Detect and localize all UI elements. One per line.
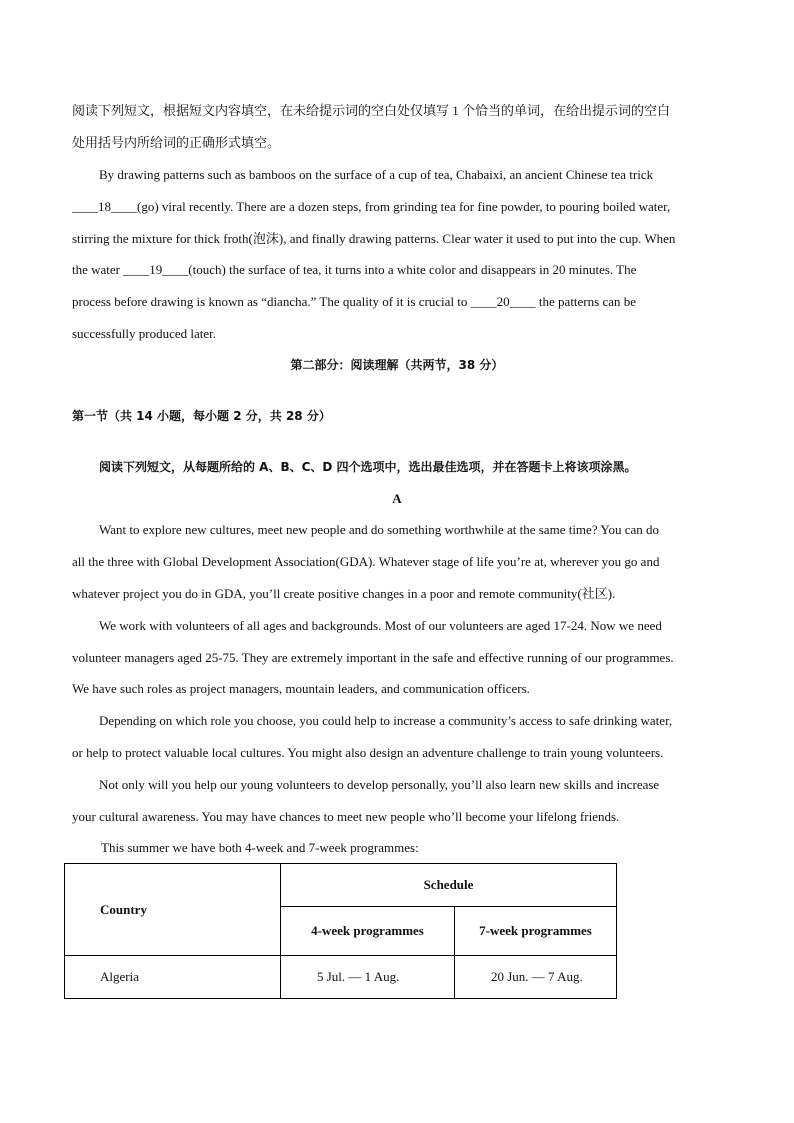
table-row — [65, 956, 617, 999]
cloze-line: successfully produced later. — [72, 326, 217, 341]
passage-line: whatever project you do in GDA, you’ll create positive changes in a poor and remote community(社区). — [72, 586, 616, 601]
instruction-line-1: 阅读下列短文，根据短文内容填空，在未给提示词的空白处仅填写 1 个恰当的单词，在给出提示词的空白 — [72, 103, 671, 118]
cloze-line: the water ____19____(touch) the surface of tea, it turns into a white color and disappears in 20 minutes. The — [72, 262, 637, 277]
part-title: 第二部分：阅读理解（共两节，38 分） — [290, 358, 504, 372]
cloze-line: By drawing patterns such as bamboos on the surface of a cup of tea, Chabaixi, an ancient Chinese tea trick — [99, 167, 654, 182]
instruction-line-2: 处用括号内所给词的正确形式填空。 — [72, 135, 281, 150]
schedule-header: Schedule — [281, 864, 617, 907]
cloze-line: ____18____(go) viral recently. There are a dozen steps, from grinding tea for fine powder, to pouring boiled water, — [72, 199, 671, 214]
seven-week-header: 7-week programmes — [455, 907, 617, 956]
section-instruction: 阅读下列短文，从每题所给的 A、B、C、D 四个选项中，选出最佳选项，并在答题卡上将该项涂黑。 — [99, 460, 637, 474]
section-title: 第一节（共 14 小题，每小题 2 分，共 28 分） — [72, 409, 331, 423]
passage-line: Depending on which role you choose, you could help to increase a community’s access to safe drinking water, — [99, 713, 673, 728]
passage-line: Not only will you help our young volunteers to develop personally, you’ll also learn new skills and increase — [99, 777, 660, 792]
schedule-table — [64, 863, 617, 999]
passage-line: We work with volunteers of all ages and backgrounds. Most of our volunteers are aged 17-24. Now we need — [99, 618, 662, 633]
seven-week-cell: 20 Jun. — 7 Aug. — [455, 956, 617, 999]
passage-line: volunteer managers aged 25-75. They are extremely important in the safe and effective running of our programmes. — [72, 650, 674, 665]
passage-label: A — [392, 491, 402, 506]
cloze-line: stirring the mixture for thick froth(泡沫), and finally drawing patterns. Clear water it used to put into the cup. When — [72, 231, 676, 246]
country-cell: Algeria — [65, 956, 281, 999]
four-week-header: 4-week programmes — [281, 907, 455, 956]
four-week-cell: 5 Jul. — 1 Aug. — [281, 956, 455, 999]
passage-line: We have such roles as project managers, mountain leaders, and communication officers. — [72, 681, 530, 696]
passage-line: all the three with Global Development Association(GDA). Whatever stage of life you’re at, wherever you go and — [72, 554, 660, 569]
passage-line: This summer we have both 4-week and 7-week programmes: — [101, 840, 419, 855]
passage-line: Want to explore new cultures, meet new people and do something worthwhile at the same time? You can do — [99, 522, 659, 537]
cloze-line: process before drawing is known as “diancha.” The quality of it is crucial to ____20____ the patterns can be — [72, 294, 637, 309]
passage-line: your cultural awareness. You may have chances to meet new people who’ll become your lifelong friends. — [72, 809, 620, 824]
passage-line: or help to protect valuable local cultures. You might also design an adventure challenge to train young volunteers. — [72, 745, 664, 760]
country-header: Country — [65, 864, 281, 956]
